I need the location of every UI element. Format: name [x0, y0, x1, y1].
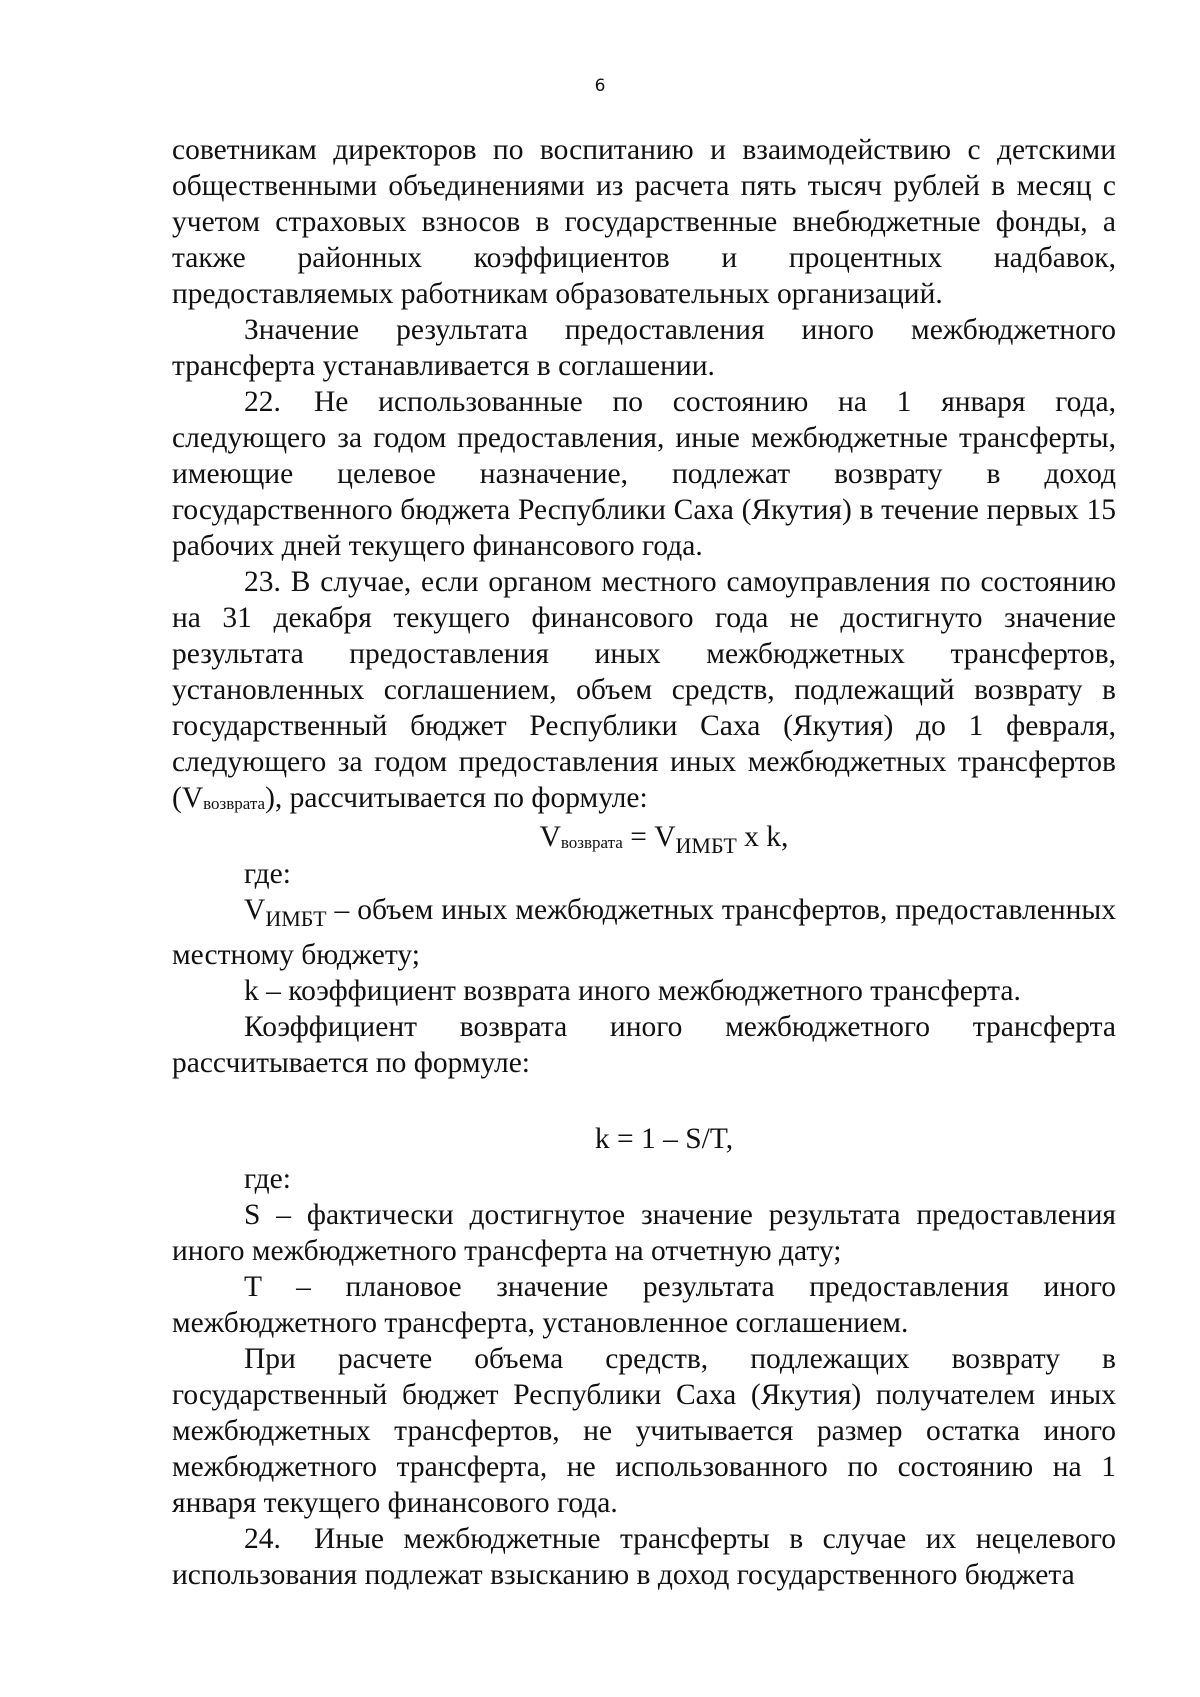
formula-1-v: V [539, 821, 561, 853]
clause-23 [172, 564, 1116, 816]
where-label-2: где: [244, 1162, 291, 1195]
definition-t: T – плановое значение результата предоставления иного межбюджетного трансферта, установленное соглашением. [172, 1270, 1116, 1339]
formula-1-sub2: ИМБТ [675, 832, 737, 858]
where-label-1: где: [244, 858, 291, 890]
clause-24-number: 24. [244, 1522, 281, 1555]
formula-1-eq: = V [622, 821, 676, 853]
formula-1-sub: возврата [560, 833, 623, 852]
clause-22-text: Не использованные по состоянию на 1 января года, следующего за годом предоставления, иные межбюджетные трансферты, имеющие целевое назначение, подлежат возврату в доход государственного бюджета Республики Саха (Якутия) в течение первых 15 рабочих дней текущего финансового года. [172, 386, 1116, 562]
clause-23-text: 23. В случае, если органом местного самоуправления по состоянию на 31 декабря текущего финансового года не достигнуто значение результата предоставления иных межбюджетных трансфертов, установленных соглашением, объем средств, подлежащий возврату в государственный бюджет Республики Саха (Якутия) до 1 февраля, следующего за годом предоставления иных межбюджетных трансфертов ( [172, 566, 1116, 814]
clause-23-v-symbol: V [181, 782, 204, 814]
clause-24-text: Иные межбюджетные трансферты в случае их нецелевого использования подлежат взысканию в доход государственного бюджета [172, 1522, 1116, 1591]
definition-v-imbt [172, 892, 1116, 973]
paragraph-counselors: советникам директоров по воспитанию и взаимодействию с детскими общественными объединениями из расчета пять тысяч рублей в месяц с учетом страховых взносов в государственные внебюджетные фонды, а также районных коэффициентов и процентных надбавок, предоставляемых работникам образовательных организаций. [172, 134, 1116, 310]
definition-s: S – фактически достигнутое значение результата предоставления иного межбюджетного трансферта на отчетную дату; [172, 1198, 1116, 1267]
paragraph-calculation: При расчете объема средств, подлежащих возврату в государственный бюджет Республики Саха (Якутия) получателем иных межбюджетных трансфертов, не учитывается размер остатка иного межбюджетного трансферта, не использованного по состоянию на 1 января текущего финансового года. [172, 1342, 1116, 1519]
clause-23-tail: ), рассчитывается по формуле: [265, 782, 648, 814]
clause-24 [172, 1521, 1116, 1593]
page-number: 6 [594, 76, 606, 96]
formula-return-volume [172, 816, 1116, 856]
paragraph-result-value: Значение результата предоставления иного межбюджетного трансферта устанавливается в соглашении. [172, 314, 1116, 382]
definition-v-text: – объем иных межбюджетных трансфертов, предоставленных местному бюджету; [172, 894, 1116, 971]
document-body [172, 132, 1116, 1593]
formula-1-tail: x k, [736, 821, 789, 853]
clause-22-number: 22. [244, 386, 281, 418]
clause-22 [172, 384, 1116, 564]
formula-coefficient: k = 1 – S/T, [594, 1122, 734, 1155]
definition-k: k – коэффициент возврата иного межбюджетного трансферта. [244, 974, 1021, 1007]
definition-v-subscript: ИМБТ [265, 905, 327, 931]
definition-v-symbol: V [244, 894, 266, 926]
clause-23-v-subscript: возврата [203, 794, 266, 813]
paragraph-coefficient: Коэффициент возврата иного межбюджетного трансферта рассчитывается по формуле: [172, 1010, 1116, 1079]
